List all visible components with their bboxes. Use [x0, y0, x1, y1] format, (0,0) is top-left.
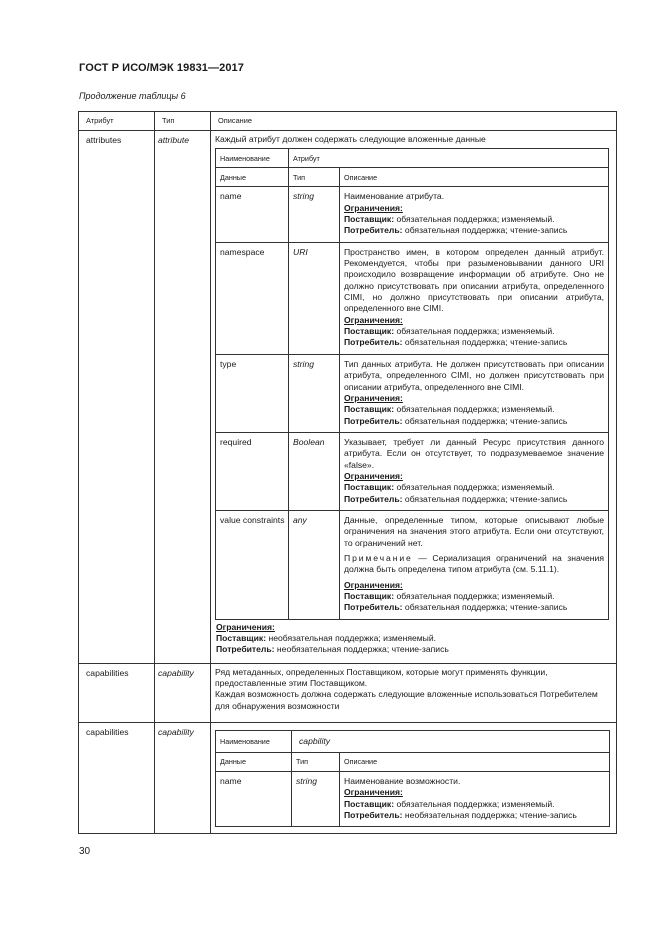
supplier-label: Поставщик:: [344, 404, 395, 415]
nested-cell-data: name: [216, 772, 292, 827]
nested-cell-data: type: [216, 354, 289, 432]
row-attribute-type: capability: [155, 723, 211, 834]
document-header: ГОСТ Р ИСО/МЭК 19831—2017: [79, 62, 244, 74]
nested-column-description: Описание: [340, 168, 609, 187]
consumer-text: необязательная поддержка; чтение-запись: [402, 810, 577, 821]
consumer-line: [344, 810, 606, 821]
supplier-line: [344, 799, 606, 810]
consumer-line: [344, 602, 604, 613]
column-header-attribute: Атрибут: [79, 112, 155, 131]
nested-row-namespace: [216, 242, 609, 354]
nested-desc-text: Пространство имен, в котором определен данный атрибут. Рекомендуется, чтобы при разыменовывании данного URI происходило возвращение информации об атрибуте. Оно не должно присутствовать при описании атрибута, определенного CIMI, но должно присутствовать при описании атрибута, определенного вне CIMI.: [344, 246, 605, 314]
consumer-line: [344, 337, 604, 348]
nested-desc-text: Наименование возможности.: [344, 776, 461, 787]
supplier-line: [344, 326, 604, 337]
consumer-line: [344, 416, 604, 427]
nested-cell-type: string: [289, 354, 340, 432]
supplier-label: Поставщик:: [216, 633, 267, 644]
nested-name-label: Наименование: [216, 149, 289, 168]
nested-name-row: [216, 731, 610, 753]
note-paragraph: [344, 553, 604, 576]
supplier-line: [344, 482, 604, 493]
table-row-attributes: [79, 131, 617, 664]
row-attribute-description: [211, 663, 617, 722]
consumer-label: Потребитель:: [344, 415, 403, 426]
table-header-row: [79, 112, 617, 131]
nested-cell-description: [340, 432, 609, 510]
consumer-text: обязательная поддержка; чтение-запись: [402, 602, 568, 613]
supplier-text: обязательная поддержка; изменяемый.: [394, 404, 555, 415]
nested-row-required: [216, 432, 609, 510]
consumer-label: Потребитель:: [344, 493, 403, 504]
constraints-label: Ограничения:: [344, 470, 403, 481]
nested-name-label: Наименование: [216, 731, 292, 753]
nested-column-type: Тип: [289, 168, 340, 187]
supplier-text: обязательная поддержка; изменяемый.: [394, 326, 555, 337]
row-attribute-name: attributes: [79, 131, 155, 664]
note-text: — Сериализация ограничений на значения должна быть определена типом атрибута (см. 5.11.1).: [344, 552, 605, 575]
nested-desc-text: Наименование атрибута.: [344, 191, 445, 202]
nested-desc-text: Данные, определенные типом, которые описывают любые ограничения на значения этого атрибута. Если они отсутствуют, то ограничений нет.: [344, 514, 605, 548]
consumer-line: [344, 494, 604, 505]
nested-name-row: [216, 149, 609, 168]
supplier-line: [344, 214, 604, 225]
nested-cell-description: [340, 510, 609, 619]
nested-cell-data: name: [216, 187, 289, 242]
supplier-line: [216, 633, 611, 644]
consumer-text: обязательная поддержка; чтение-запись: [402, 225, 568, 236]
nested-row-type: [216, 354, 609, 432]
nested-row-name: [216, 772, 610, 827]
constraints-label: Ограничения:: [344, 392, 403, 403]
supplier-line: [344, 591, 604, 602]
column-header-description: Описание: [211, 112, 617, 131]
nested-header-row: [216, 753, 610, 772]
nested-name-value: Атрибут: [289, 149, 609, 168]
nested-cell-description: [340, 242, 609, 354]
nested-column-description: Описание: [340, 753, 610, 772]
nested-cell-data: namespace: [216, 242, 289, 354]
consumer-line: [216, 644, 611, 655]
nested-cell-type: string: [289, 187, 340, 242]
supplier-label: Поставщик:: [344, 214, 395, 225]
row-attribute-type: capability: [155, 663, 211, 722]
nested-column-data: Данные: [216, 753, 292, 772]
nested-cell-type: string: [292, 772, 340, 827]
attribute-table: [78, 111, 617, 834]
supplier-line: [344, 404, 604, 415]
nested-cell-description: [340, 187, 609, 242]
nested-cell-description: [340, 772, 610, 827]
row-attribute-name: capabilities: [79, 663, 155, 722]
nested-column-type: Тип: [292, 753, 340, 772]
consumer-label: Потребитель:: [344, 602, 403, 613]
nested-attribute-table: [215, 148, 609, 619]
supplier-label: Поставщик:: [344, 326, 395, 337]
nested-name-value: capbility: [292, 731, 610, 753]
constraints-label: Ограничения:: [344, 314, 403, 325]
nested-cell-data: value constraints: [216, 510, 289, 619]
row-attribute-description: [211, 723, 617, 834]
row-attribute-type: attribute: [155, 131, 211, 664]
supplier-label: Поставщик:: [344, 798, 395, 809]
supplier-text: обязательная поддержка; изменяемый.: [394, 214, 555, 225]
nested-header-row: [216, 168, 609, 187]
consumer-label: Потребитель:: [344, 810, 403, 821]
nested-capability-table: [215, 730, 610, 827]
nested-row-value-constraints: [216, 510, 609, 619]
supplier-text: обязательная поддержка; изменяемый.: [394, 591, 555, 601]
table-caption: Продолжение таблицы 6: [79, 91, 186, 101]
column-header-type: Тип: [155, 112, 211, 131]
nested-cell-description: [340, 354, 609, 432]
constraints-label: Ограничения:: [216, 621, 275, 632]
nested-row-name: [216, 187, 609, 242]
nested-column-data: Данные: [216, 168, 289, 187]
consumer-line: [344, 225, 604, 236]
consumer-text: обязательная поддержка; чтение-запись: [402, 415, 568, 426]
consumer-label: Потребитель:: [216, 644, 275, 655]
page-number: 30: [79, 846, 91, 857]
outer-constraints: [215, 620, 611, 659]
nested-cell-data: required: [216, 432, 289, 510]
row-attribute-name: capabilities: [79, 723, 155, 834]
consumer-label: Потребитель:: [344, 225, 403, 236]
table-row-capabilities: [79, 663, 617, 722]
consumer-label: Потребитель:: [344, 337, 403, 348]
constraints-label: Ограничения:: [344, 202, 403, 213]
nested-desc-text: Тип данных атрибута. Не должен присутствовать при описании атрибута, определенного CIMI, но должен присутствовать при описании атрибута, определенного вне CIMI.: [344, 358, 605, 392]
capabilities-desc-2: Каждая возможность должна содержать следующие вложенные использоваться Потребителем для обнаружения возможности: [215, 689, 598, 711]
constraints-label: Ограничения:: [344, 787, 403, 798]
consumer-text: обязательная поддержка; чтение-запись: [402, 493, 568, 504]
table-row-capabilities-nested: [79, 723, 617, 834]
nested-desc-text: Указывает, требует ли данный Ресурс присутствия данного атрибута. Если он отсутствует, то подразумеваемое значение «false».: [344, 436, 605, 470]
nested-cell-type: any: [289, 510, 340, 619]
attributes-intro: Каждый атрибут должен содержать следующие вложенные данные: [215, 134, 486, 144]
supplier-label: Поставщик:: [344, 482, 395, 493]
nested-cell-type: URI: [289, 242, 340, 354]
supplier-text: необязательная поддержка; изменяемый.: [266, 633, 437, 644]
supplier-label: Поставщик:: [344, 591, 395, 601]
capabilities-desc-1: Ряд метаданных, определенных Поставщиком, которые могут применять функции, предоставленные этим Поставщиком.: [215, 666, 548, 689]
supplier-text: обязательная поддержка; изменяемый.: [394, 798, 555, 809]
supplier-text: обязательная поддержка; изменяемый.: [394, 482, 555, 493]
consumer-text: необязательная поддержка; чтение-запись: [274, 644, 449, 655]
row-attribute-description: [211, 131, 617, 664]
note-label: Примечание: [344, 552, 413, 563]
nested-cell-type: Boolean: [289, 432, 340, 510]
constraints-label: Ограничения:: [344, 579, 403, 590]
consumer-text: обязательная поддержка; чтение-запись: [402, 337, 568, 348]
